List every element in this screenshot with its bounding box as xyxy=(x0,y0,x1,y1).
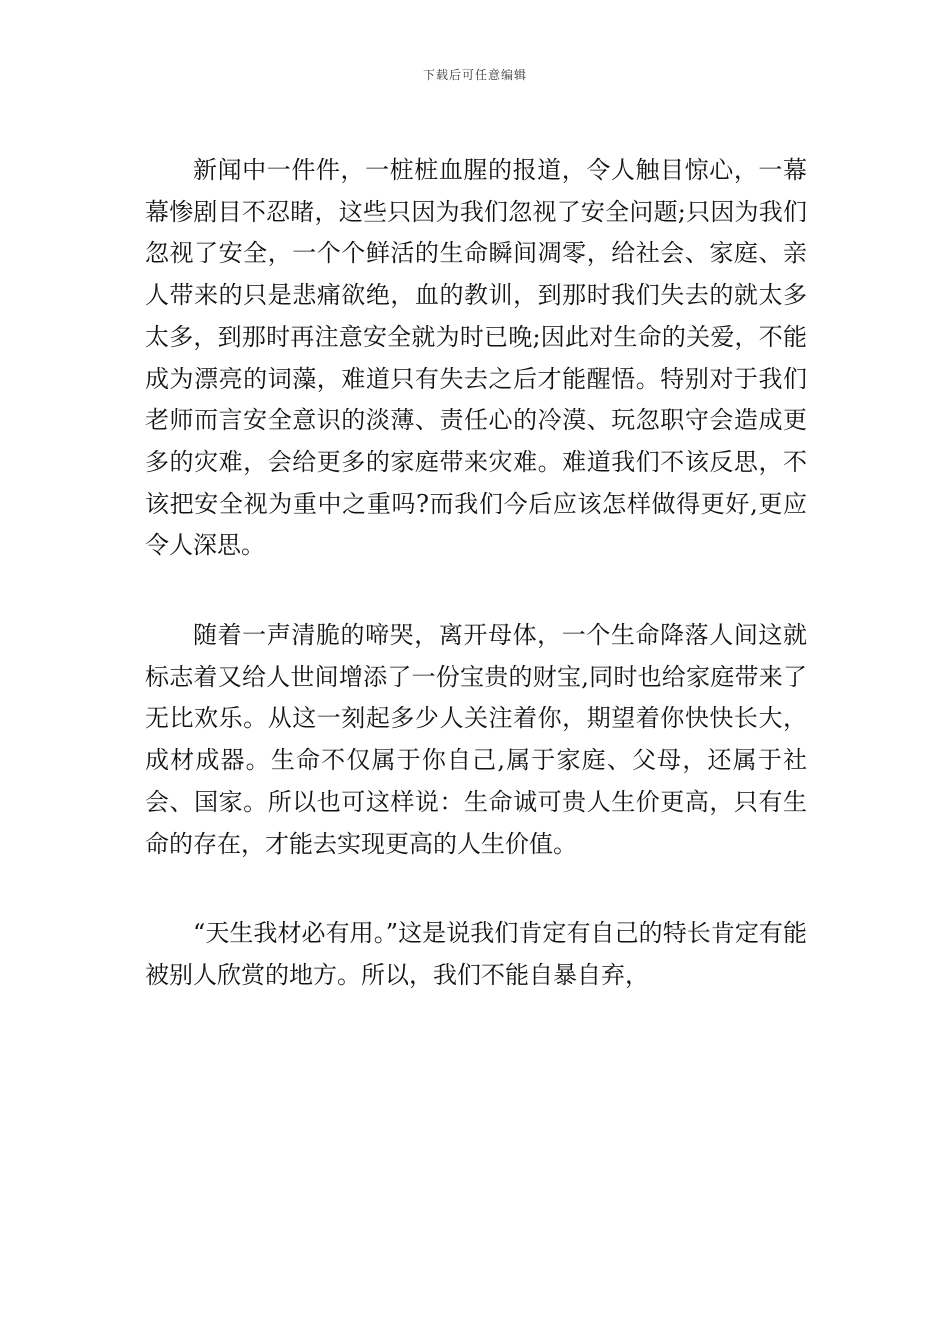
document-body xyxy=(145,150,807,997)
paragraph-3: “天生我材必有用。”这是说我们肯定有自己的特长肯定有能被别人欣赏的地方。所以，我们不能自暴自弃， xyxy=(145,919,807,989)
paragraph-2: 随着一声清脆的啼哭，离开母体，一个生命降落人间这就标志着又给人世间增添了一份宝贵的财宝,同时也给家庭带来了无比欢乐。从这一刻起多少人关注着你，期望着你快快长大，成材成器。生命不仅属于你自己,属于家庭、父母，还属于社会、国家。所以也可这样说：生命诚可贵人生价更高，只有生命的存在，才能去实现更高的人生价值。 xyxy=(145,621,807,858)
page-header-note: 下载后可任意编辑 xyxy=(422,68,527,82)
paragraph-1: 新闻中一件件，一桩桩血腥的报道，令人触目惊心，一幕幕惨剧目不忍睹，这些只因为我们忽视了安全问题;只因为我们忽视了安全，一个个鲜活的生命瞬间凋零，给社会、家庭、亲人带来的只是悲痛欲绝，血的教训，到那时我们失去的就太多太多，到那时再注意安全就为时已晚;因此对生命的关爱，不能成为漂亮的词藻，难道只有失去之后才能醒悟。特别对于我们老师而言安全意识的淡薄、责任心的冷漠、玩忽职守会造成更多的灾难，会给更多的家庭带来灾难。难道我们不该反思，不该把安全视为重中之重吗?而我们今后应该怎样做得更好,更应令人深思。 xyxy=(145,156,807,560)
